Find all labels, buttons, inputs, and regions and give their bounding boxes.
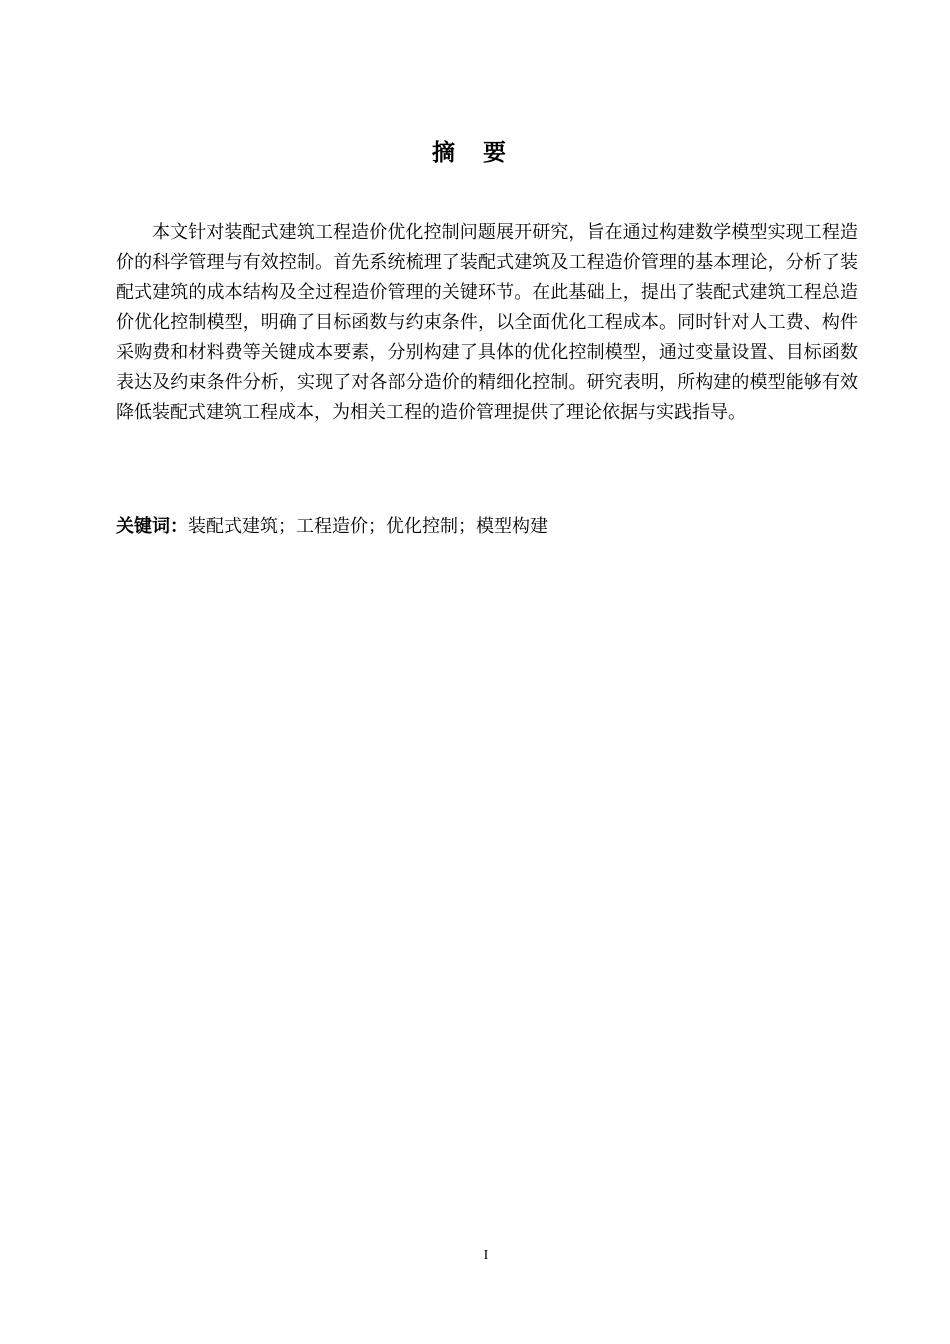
keywords-line <box>116 512 858 542</box>
abstract-title: 摘要 <box>432 140 534 167</box>
keywords-value: 装配式建筑；工程造价；优化控制；模型构建 <box>188 516 548 537</box>
keywords-label: 关键词： <box>116 516 188 537</box>
page-number: I <box>483 1248 489 1263</box>
abstract-body: 本文针对装配式建筑工程造价优化控制问题展开研究，旨在通过构建数学模型实现工程造价的科学管理与有效控制。首先系统梳理了装配式建筑及工程造价管理的基本理论，分析了装配式建筑的成本结构及全过程造价管理的关键环节。在此基础上，提出了装配式建筑工程总造价优化控制模型，明确了目标函数与约束条件，以全面优化工程成本。同时针对人工费、构件采购费和材料费等关键成本要素，分别构建了具体的优化控制模型，通过变量设置、目标函数表达及约束条件分析，实现了对各部分造价的精细化控制。研究表明，所构建的模型能够有效降低装配式建筑工程成本，为相关工程的造价管理提供了理论依据与实践指导。 <box>116 222 858 423</box>
